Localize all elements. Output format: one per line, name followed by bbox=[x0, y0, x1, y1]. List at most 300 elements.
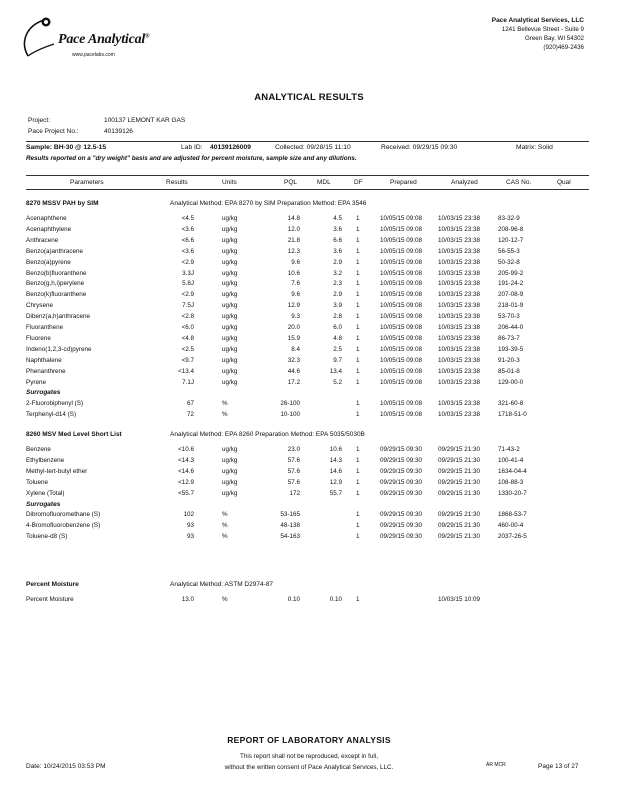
pace-project-label: Pace Project No.: bbox=[28, 128, 79, 135]
cell-prep: 09/29/15 09:30 bbox=[380, 522, 423, 530]
cell-cas: 207-08-9 bbox=[498, 291, 524, 299]
pace-logo-icon bbox=[14, 16, 56, 62]
section-name: 8270 MSSV PAH by SIM bbox=[26, 200, 99, 207]
cell-cas: 85-01-8 bbox=[498, 367, 520, 375]
cell-cas: 321-60-8 bbox=[498, 400, 524, 408]
col-results: Results bbox=[166, 179, 188, 186]
cell-prep: 10/05/15 09:08 bbox=[380, 215, 423, 222]
cell-df: 1 bbox=[356, 478, 360, 486]
table-row bbox=[0, 468, 618, 479]
cell-df: 1 bbox=[356, 324, 360, 331]
col-parameters: Parameters bbox=[70, 179, 104, 186]
cell-anal: 10/03/15 23:38 bbox=[438, 356, 481, 364]
cell-df: 1 bbox=[356, 522, 360, 530]
reviewer-initials: AR MCR bbox=[486, 762, 506, 768]
cell-mdl: 0.10 bbox=[329, 596, 342, 603]
cell-anal: 10/03/15 23:38 bbox=[438, 269, 481, 277]
logo-wordmark: Pace Analytical® bbox=[58, 32, 150, 47]
cell-pql: 17.2 bbox=[287, 378, 300, 386]
logo-url: www.pacelabs.com bbox=[72, 52, 115, 58]
table-row bbox=[0, 479, 618, 490]
cell-r: 7.5J bbox=[182, 302, 194, 310]
cell-prep: 10/05/15 09:08 bbox=[380, 313, 423, 321]
surrogates-label: Surrogates bbox=[26, 500, 61, 508]
cell-p: Indeno(1,2,3-cd)pyrene bbox=[26, 345, 92, 353]
cell-prep: 10/05/15 09:08 bbox=[380, 269, 423, 277]
cell-df: 1 bbox=[356, 313, 360, 321]
cell-anal: 10/03/15 23:38 bbox=[438, 324, 481, 331]
cell-df: 1 bbox=[356, 247, 360, 255]
col-mdl: MDL bbox=[317, 179, 331, 186]
divider bbox=[26, 141, 589, 142]
address-line-1: 1241 Bellevue Street - Suite 9 bbox=[501, 26, 584, 33]
cell-p: Benzo(a)anthracene bbox=[26, 247, 84, 255]
cell-cas: 53-70-3 bbox=[498, 313, 520, 321]
cell-r: <4.5 bbox=[181, 215, 194, 222]
cell-r: <14.3 bbox=[178, 456, 194, 464]
cell-cas: 193-39-5 bbox=[498, 345, 524, 353]
cell-u: % bbox=[222, 596, 228, 603]
table-row bbox=[0, 302, 618, 313]
cell-mdl: 3.9 bbox=[333, 302, 342, 310]
cell-r: <2.8 bbox=[181, 313, 194, 321]
cell-pql: 7.6 bbox=[291, 280, 300, 288]
cell-r: <2.9 bbox=[181, 291, 194, 299]
cell-mdl: 2.5 bbox=[333, 345, 342, 353]
col-prepared: Prepared bbox=[390, 179, 417, 186]
cell-u: % bbox=[222, 411, 228, 419]
cell-p: Benzo(a)pyrene bbox=[26, 258, 71, 266]
cell-u: ug/kg bbox=[222, 280, 238, 288]
cell-prep: 10/05/15 09:08 bbox=[380, 291, 423, 299]
cell-p: Naphthalene bbox=[26, 356, 62, 364]
cell-cas: 100-41-4 bbox=[498, 456, 524, 464]
cell-df: 1 bbox=[356, 225, 360, 233]
cell-r: 67 bbox=[186, 400, 194, 408]
cell-prep: 09/29/15 09:30 bbox=[380, 478, 423, 486]
table-row bbox=[0, 446, 618, 457]
col-analyzed: Analyzed bbox=[451, 179, 478, 186]
cell-prep: 10/05/15 09:08 bbox=[380, 302, 423, 310]
cell-r: 93 bbox=[186, 533, 194, 541]
cell-anal: 10/03/15 23:38 bbox=[438, 236, 481, 244]
cell-anal: 09/29/15 21:30 bbox=[438, 533, 481, 541]
cell-prep: 10/05/15 09:08 bbox=[380, 324, 423, 331]
results-note: Results reported on a "dry weight" basis and are adjusted for percent moisture, sample size and any dilutions. bbox=[26, 155, 357, 162]
cell-cas: 460-00-4 bbox=[498, 522, 524, 530]
project-line bbox=[28, 117, 186, 124]
cell-pql: 32.3 bbox=[287, 356, 300, 364]
pace-project-line bbox=[28, 128, 133, 135]
cell-r: <55.7 bbox=[178, 489, 194, 497]
cell-u: ug/kg bbox=[222, 367, 238, 375]
cell-prep: 10/05/15 09:08 bbox=[380, 334, 423, 342]
cell-u: ug/kg bbox=[222, 467, 238, 475]
section-method: Analytical Method: EPA 8270 by SIM Preparation Method: EPA 3546 bbox=[170, 200, 367, 207]
cell-p: Benzo(k)fluoranthene bbox=[26, 291, 87, 299]
cell-anal: 10/03/15 23:38 bbox=[438, 247, 481, 255]
cell-u: ug/kg bbox=[222, 356, 238, 364]
cell-r: 72 bbox=[186, 411, 194, 419]
cell-cas: 86-73-7 bbox=[498, 334, 520, 342]
cell-pql: 0.10 bbox=[287, 596, 300, 603]
cell-cas: 1634-04-4 bbox=[498, 467, 527, 475]
cell-mdl: 4.5 bbox=[333, 215, 342, 222]
surrogate-row bbox=[0, 511, 618, 522]
cell-cas: 1718-51-0 bbox=[498, 411, 527, 419]
table-row bbox=[0, 291, 618, 302]
received: Received: 09/29/15 09:30 bbox=[381, 144, 458, 151]
section-header bbox=[26, 581, 273, 588]
cell-cas: 56-55-3 bbox=[498, 247, 520, 255]
table-row bbox=[0, 280, 618, 291]
cell-r: <9.7 bbox=[181, 356, 194, 364]
cell-p: Pyrene bbox=[26, 378, 46, 386]
cell-p: Terphenyl-d14 (S) bbox=[26, 411, 77, 419]
cell-r: 102 bbox=[183, 511, 194, 519]
cell-mdl: 2.8 bbox=[333, 313, 342, 321]
sample-value: BH-30 @ 12.5-15 bbox=[53, 144, 107, 151]
cell-prep: 09/29/15 09:30 bbox=[380, 533, 423, 541]
cell-r: 3.3J bbox=[182, 269, 194, 277]
cell-df: 1 bbox=[356, 367, 360, 375]
cell-r: <12.9 bbox=[178, 478, 194, 486]
page-title: ANALYTICAL RESULTS bbox=[254, 92, 364, 103]
cell-pql: 53-165 bbox=[280, 511, 300, 519]
cell-pql: 8.4 bbox=[291, 345, 300, 353]
cell-df: 1 bbox=[356, 489, 360, 497]
cell-u: ug/kg bbox=[222, 291, 238, 299]
cell-df: 1 bbox=[356, 236, 360, 244]
section-method: Analytical Method: EPA 8260 Preparation Method: EPA 5035/5030B bbox=[170, 431, 365, 438]
cell-pql: 12.0 bbox=[287, 225, 300, 233]
cell-pql: 57.6 bbox=[287, 456, 300, 464]
cell-pql: 10.6 bbox=[287, 269, 300, 277]
cell-cas: 208-96-8 bbox=[498, 225, 524, 233]
cell-anal: 10/03/15 23:38 bbox=[438, 291, 481, 299]
cell-r: <2.5 bbox=[181, 345, 194, 353]
cell-cas: 71-43-2 bbox=[498, 446, 520, 453]
cell-r: 5.8J bbox=[182, 280, 194, 288]
cell-mdl: 55.7 bbox=[329, 489, 342, 497]
col-units: Units bbox=[222, 179, 237, 186]
cell-df: 1 bbox=[356, 467, 360, 475]
phone: (920)469-2436 bbox=[543, 44, 584, 51]
cell-anal: 09/29/15 21:30 bbox=[438, 489, 481, 497]
cell-u: % bbox=[222, 511, 228, 519]
table-row bbox=[0, 379, 618, 390]
cell-pql: 14.8 bbox=[287, 215, 300, 222]
cell-p: Methyl-tert-butyl ether bbox=[26, 467, 88, 475]
cell-df: 1 bbox=[356, 446, 360, 453]
cell-r: 93 bbox=[186, 522, 194, 530]
cell-anal: 10/03/15 10:09 bbox=[438, 596, 481, 603]
cell-pql: 172 bbox=[289, 489, 300, 497]
cell-prep: 10/05/15 09:08 bbox=[380, 236, 423, 244]
cell-cas: 191-24-2 bbox=[498, 280, 524, 288]
table-row bbox=[0, 596, 618, 607]
cell-anal: 10/03/15 23:38 bbox=[438, 400, 481, 408]
cell-cas: 1868-53-7 bbox=[498, 511, 527, 519]
cell-df: 1 bbox=[356, 533, 360, 541]
cell-prep: 10/05/15 09:08 bbox=[380, 378, 423, 386]
cell-prep: 10/05/15 09:08 bbox=[380, 225, 423, 233]
cell-mdl: 14.6 bbox=[329, 467, 342, 475]
cell-pql: 20.0 bbox=[287, 324, 300, 331]
cell-p: Xylene (Total) bbox=[26, 489, 65, 497]
divider bbox=[26, 175, 589, 176]
cell-p: Fluoranthene bbox=[26, 324, 64, 331]
cell-pql: 10-100 bbox=[280, 411, 300, 419]
cell-df: 1 bbox=[356, 302, 360, 310]
col-cas: CAS No. bbox=[506, 179, 532, 186]
col-pql: PQL bbox=[284, 179, 298, 186]
cell-u: ug/kg bbox=[222, 269, 238, 277]
table-row bbox=[0, 346, 618, 357]
cell-prep: 10/05/15 09:08 bbox=[380, 247, 423, 255]
cell-u: ug/kg bbox=[222, 225, 238, 233]
cell-anal: 10/03/15 23:38 bbox=[438, 280, 481, 288]
cell-r: <6.6 bbox=[181, 236, 194, 244]
cell-cas: 1330-20-7 bbox=[498, 489, 527, 497]
cell-cas: 91-20-3 bbox=[498, 356, 520, 364]
cell-pql: 57.6 bbox=[287, 478, 300, 486]
cell-p: Benzo(b)fluoranthene bbox=[26, 269, 87, 277]
cell-mdl: 5.2 bbox=[333, 378, 342, 386]
cell-p: Acenaphthene bbox=[26, 215, 67, 222]
cell-df: 1 bbox=[356, 215, 360, 222]
cell-pql: 21.8 bbox=[287, 236, 300, 244]
cell-mdl: 6.0 bbox=[333, 324, 342, 331]
cell-pql: 9.6 bbox=[291, 258, 300, 266]
cell-anal: 10/03/15 23:38 bbox=[438, 215, 481, 222]
cell-anal: 10/03/15 23:38 bbox=[438, 225, 481, 233]
collected: Collected: 09/28/15 11:10 bbox=[275, 144, 351, 151]
cell-mdl: 14.3 bbox=[329, 456, 342, 464]
cell-anal: 10/03/15 23:38 bbox=[438, 378, 481, 386]
cell-anal: 09/29/15 21:30 bbox=[438, 467, 481, 475]
labid-value: 40139126009 bbox=[210, 144, 251, 151]
surrogates-label: Surrogates bbox=[26, 389, 61, 397]
footer-note-line-1: This report shall not be reproduced, except in full, bbox=[240, 753, 378, 760]
cell-anal: 10/03/15 23:38 bbox=[438, 411, 481, 419]
surrogate-row bbox=[0, 533, 618, 544]
cell-pql: 44.6 bbox=[287, 367, 300, 375]
cell-df: 1 bbox=[356, 291, 360, 299]
project-label: Project: bbox=[28, 117, 51, 124]
cell-mdl: 3.2 bbox=[333, 269, 342, 277]
cell-prep: 10/05/15 09:08 bbox=[380, 258, 423, 266]
table-row bbox=[0, 457, 618, 468]
cell-prep: 10/05/15 09:08 bbox=[380, 411, 423, 419]
cell-u: ug/kg bbox=[222, 302, 238, 310]
cell-pql: 57.6 bbox=[287, 467, 300, 475]
cell-r: 13.0 bbox=[181, 596, 194, 603]
cell-cas: 206-44-0 bbox=[498, 324, 524, 331]
cell-anal: 10/03/15 23:38 bbox=[438, 345, 481, 353]
cell-pql: 54-163 bbox=[280, 533, 300, 541]
cell-r: <3.6 bbox=[181, 225, 194, 233]
cell-r: <3.6 bbox=[181, 247, 194, 255]
cell-df: 1 bbox=[356, 511, 360, 519]
cell-pql: 9.3 bbox=[291, 313, 300, 321]
cell-u: ug/kg bbox=[222, 456, 238, 464]
cell-cas: 129-00-0 bbox=[498, 378, 524, 386]
cell-anal: 10/03/15 23:38 bbox=[438, 302, 481, 310]
cell-mdl: 3.6 bbox=[333, 225, 342, 233]
cell-u: % bbox=[222, 400, 228, 408]
cell-anal: 09/29/15 21:30 bbox=[438, 511, 481, 519]
cell-r: <13.4 bbox=[178, 367, 194, 375]
cell-df: 1 bbox=[356, 258, 360, 266]
cell-p: 2-Fluorobiphenyl (S) bbox=[26, 400, 84, 408]
cell-r: <10.6 bbox=[178, 446, 194, 453]
cell-p: Dibenz(a,h)anthracene bbox=[26, 313, 91, 321]
table-row bbox=[0, 270, 618, 281]
cell-u: ug/kg bbox=[222, 236, 238, 244]
col-qual: Qual bbox=[557, 179, 571, 186]
cell-mdl: 4.8 bbox=[333, 334, 342, 342]
cell-p: Toluene bbox=[26, 478, 49, 486]
cell-anal: 10/03/15 23:38 bbox=[438, 367, 481, 375]
cell-u: ug/kg bbox=[222, 215, 238, 222]
cell-p: Ethylbenzene bbox=[26, 456, 65, 464]
cell-u: ug/kg bbox=[222, 334, 238, 342]
cell-r: <2.9 bbox=[181, 258, 194, 266]
cell-df: 1 bbox=[356, 400, 360, 408]
cell-u: % bbox=[222, 522, 228, 530]
cell-anal: 09/29/15 21:30 bbox=[438, 446, 481, 453]
cell-cas: 205-99-2 bbox=[498, 269, 524, 277]
table-row bbox=[0, 237, 618, 248]
cell-p: Benzene bbox=[26, 446, 51, 453]
cell-prep: 10/05/15 09:08 bbox=[380, 367, 423, 375]
sample-label: Sample: bbox=[26, 144, 53, 151]
cell-cas: 218-01-9 bbox=[498, 302, 524, 310]
cell-r: <4.8 bbox=[181, 334, 194, 342]
cell-df: 1 bbox=[356, 356, 360, 364]
table-row bbox=[0, 313, 618, 324]
surrogate-row bbox=[0, 411, 618, 422]
cell-p: Phenanthrene bbox=[26, 367, 66, 375]
table-row bbox=[0, 368, 618, 379]
cell-pql: 12.9 bbox=[287, 302, 300, 310]
table-row bbox=[0, 324, 618, 335]
pace-project-value: 40139126 bbox=[104, 128, 133, 135]
cell-mdl: 12.9 bbox=[329, 478, 342, 486]
cell-anal: 10/03/15 23:38 bbox=[438, 334, 481, 342]
divider bbox=[26, 189, 589, 190]
table-row bbox=[0, 215, 618, 226]
pace-logo bbox=[14, 14, 154, 64]
cell-anal: 09/29/15 21:30 bbox=[438, 456, 481, 464]
cell-pql: 26-100 bbox=[280, 400, 300, 408]
cell-cas: 83-32-9 bbox=[498, 215, 520, 222]
surrogate-row bbox=[0, 400, 618, 411]
cell-mdl: 6.6 bbox=[333, 236, 342, 244]
section-header bbox=[26, 431, 365, 438]
company-address-block bbox=[492, 16, 584, 52]
report-date: Date: 10/24/2015 03:53 PM bbox=[26, 763, 106, 770]
cell-prep: 10/05/15 09:08 bbox=[380, 400, 423, 408]
sample-line bbox=[26, 144, 553, 151]
cell-r: <14.6 bbox=[178, 467, 194, 475]
company-name: Pace Analytical Services, LLC bbox=[491, 17, 584, 24]
cell-pql: 15.9 bbox=[287, 334, 300, 342]
cell-df: 1 bbox=[356, 345, 360, 353]
table-row bbox=[0, 335, 618, 346]
cell-p: Benzo(g,h,i)perylene bbox=[26, 280, 85, 288]
cell-p: Acenaphthylene bbox=[26, 225, 72, 233]
table-row bbox=[0, 259, 618, 270]
cell-prep: 09/29/15 09:30 bbox=[380, 511, 423, 519]
cell-p: Percent Moisture bbox=[26, 596, 74, 603]
labid-label: Lab ID: bbox=[181, 144, 203, 151]
cell-prep: 09/29/15 09:30 bbox=[380, 489, 423, 497]
report-footer-title: REPORT OF LABORATORY ANALYSIS bbox=[227, 735, 391, 745]
table-row bbox=[0, 357, 618, 368]
footer-note-line-2: without the written consent of Pace Analytical Services, LLC. bbox=[224, 764, 394, 771]
table-row bbox=[0, 248, 618, 259]
col-df: DF bbox=[354, 179, 363, 186]
cell-mdl: 9.7 bbox=[333, 356, 342, 364]
surrogate-row bbox=[0, 522, 618, 533]
cell-r: 7.1J bbox=[182, 378, 194, 386]
cell-prep: 10/05/15 09:08 bbox=[380, 280, 423, 288]
cell-prep: 09/29/15 09:30 bbox=[380, 456, 423, 464]
cell-prep: 09/29/15 09:30 bbox=[380, 446, 423, 453]
cell-mdl: 2.9 bbox=[333, 258, 342, 266]
cell-prep: 10/05/15 09:08 bbox=[380, 356, 423, 364]
cell-p: Chrysene bbox=[26, 302, 53, 310]
section-name: 8260 MSV Med Level Short List bbox=[26, 431, 122, 438]
cell-pql: 12.3 bbox=[287, 247, 300, 255]
cell-p: Anthracene bbox=[26, 236, 59, 244]
cell-mdl: 3.6 bbox=[333, 247, 342, 255]
cell-p: Toluene-d8 (S) bbox=[26, 533, 68, 541]
matrix: Matrix: Solid bbox=[516, 144, 553, 151]
cell-anal: 10/03/15 23:38 bbox=[438, 258, 481, 266]
page-number: Page 13 of 27 bbox=[538, 763, 579, 770]
cell-r: <6.0 bbox=[181, 324, 194, 331]
cell-mdl: 2.3 bbox=[333, 280, 342, 288]
cell-u: ug/kg bbox=[222, 324, 238, 331]
cell-pql: 9.6 bbox=[291, 291, 300, 299]
cell-prep: 10/05/15 09:08 bbox=[380, 345, 423, 353]
cell-df: 1 bbox=[356, 596, 360, 603]
cell-cas: 50-32-8 bbox=[498, 258, 520, 266]
cell-anal: 09/29/15 21:30 bbox=[438, 522, 481, 530]
cell-u: ug/kg bbox=[222, 258, 238, 266]
cell-p: Fluorene bbox=[26, 334, 51, 342]
cell-df: 1 bbox=[356, 280, 360, 288]
cell-mdl: 2.9 bbox=[333, 291, 342, 299]
cell-u: ug/kg bbox=[222, 446, 238, 453]
cell-mdl: 10.6 bbox=[329, 446, 342, 453]
cell-mdl: 13.4 bbox=[329, 367, 342, 375]
cell-df: 1 bbox=[356, 411, 360, 419]
cell-df: 1 bbox=[356, 378, 360, 386]
address-line-2: Green Bay, WI 54302 bbox=[524, 35, 584, 42]
cell-u: % bbox=[222, 533, 228, 541]
cell-prep: 09/29/15 09:30 bbox=[380, 467, 423, 475]
table-row bbox=[0, 490, 618, 501]
section-name: Percent Moisture bbox=[26, 581, 79, 588]
cell-pql: 23.0 bbox=[287, 446, 300, 453]
cell-u: ug/kg bbox=[222, 247, 238, 255]
cell-u: ug/kg bbox=[222, 489, 238, 497]
cell-u: ug/kg bbox=[222, 378, 238, 386]
